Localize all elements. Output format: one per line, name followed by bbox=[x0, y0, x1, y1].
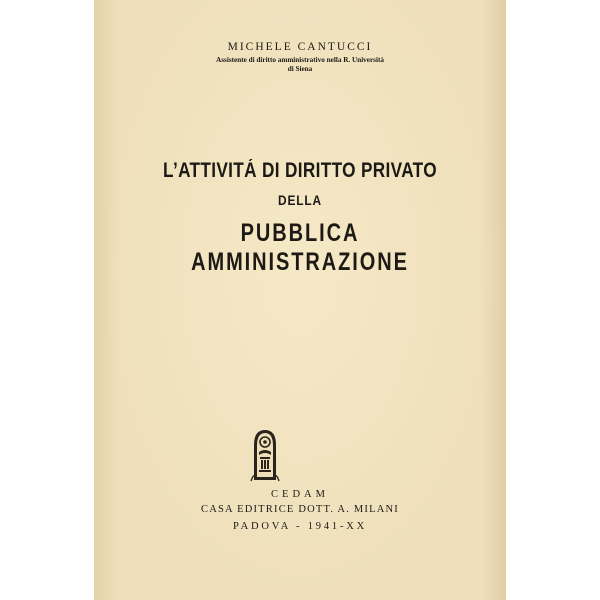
author-affiliation-line1: Assistente di diritto amministrativo nella R. Università bbox=[216, 56, 384, 64]
publisher-name: CEDAM bbox=[271, 489, 329, 500]
cedam-emblem-icon bbox=[250, 428, 280, 482]
author-affiliation-line2: di Siena bbox=[287, 65, 313, 73]
book-title-line2: DELLA bbox=[278, 192, 322, 208]
publisher-house: CASA EDITRICE DOTT. A. MILANI bbox=[201, 504, 399, 515]
book-title-line1: L’ATTIVITÁ DI DIRITTO PRIVATO bbox=[163, 159, 437, 182]
author-name: MICHELE CANTUCCI bbox=[227, 41, 373, 53]
book-title-line3: PUBBLICA AMMINISTRAZIONE bbox=[191, 219, 409, 276]
title-page bbox=[94, 0, 506, 600]
publisher-place-date: PADOVA - 1941-XX bbox=[232, 521, 368, 532]
